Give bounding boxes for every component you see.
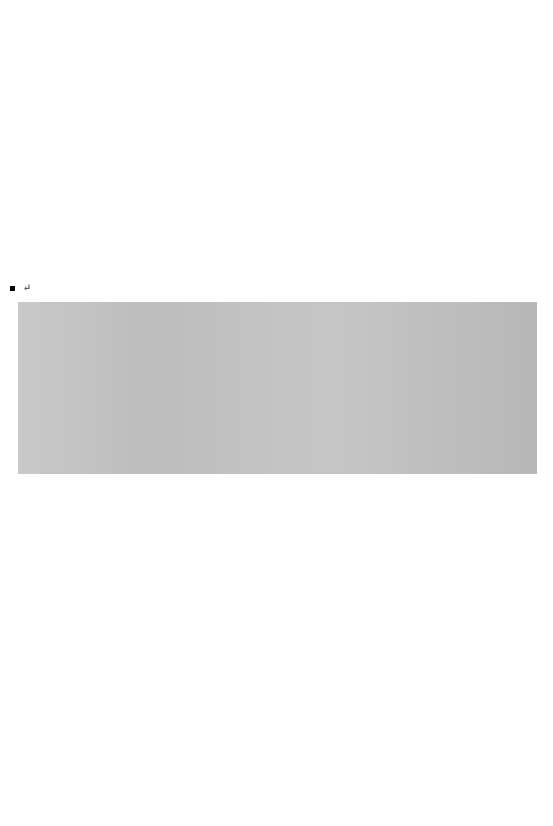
bullet-icon xyxy=(10,286,15,291)
paragraph-mark-icon: ↵ xyxy=(22,283,32,294)
terminal-outline-labels xyxy=(18,476,537,624)
terminal-photo xyxy=(18,302,537,474)
section-heading xyxy=(10,282,31,294)
